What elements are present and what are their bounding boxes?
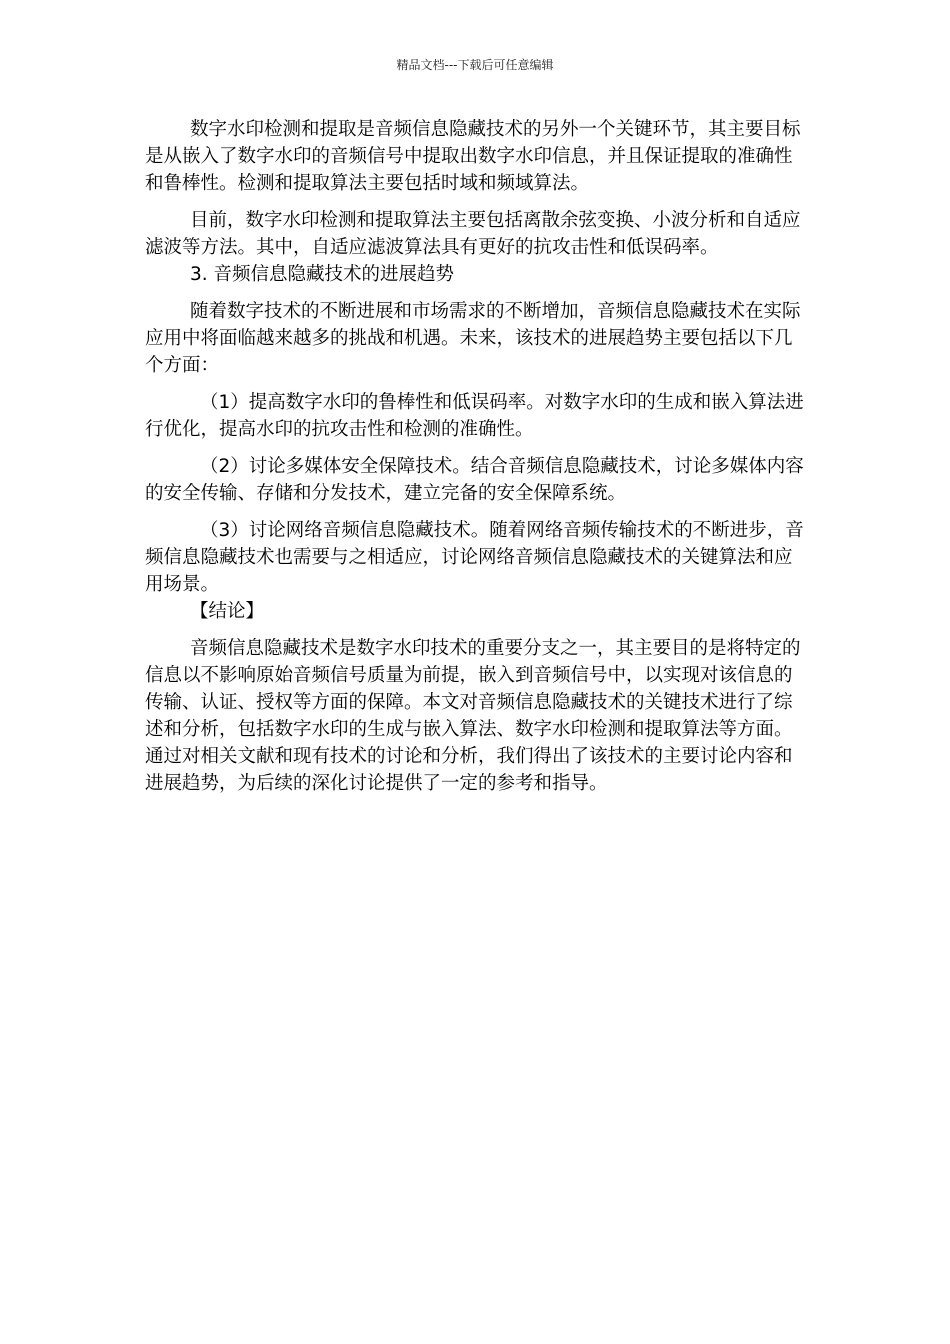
- paragraph-watermark-detection: 数字水印检测和提取是音频信息隐藏技术的另外一个关键环节，其主要目标是从嵌入了数字水印的音频信号中提取出数字水印信息，并且保证提取的准确性和鲁棒性。检测和提取算法主要包括时域和频域算法。: [145, 119, 801, 194]
- paragraph-conclusion: 音频信息隐藏技术是数字水印技术的重要分支之一，其主要目的是将特定的信息以不影响原始音频信号质量为前提，嵌入到音频信号中，以实现对该信息的传输、认证、授权等方面的保障。本文对音频信息隐藏技术的关键技术进行了综述和分析，包括数字水印的生成与嵌入算法、数字水印检测和提取算法等方面。通过对相关文献和现有技术的讨论和分析，我们得出了该技术的主要讨论内容和进展趋势，为后续的深化讨论提供了一定的参考和指导。: [145, 638, 801, 794]
- section-heading-trends: 3. 音频信息隐藏技术的进展趋势: [190, 264, 455, 285]
- list-item-2: （2）讨论多媒体安全保障技术。结合音频信息隐藏技术，讨论多媒体内容的安全传输、存储和分发技术，建立完备的安全保障系统。: [145, 456, 804, 504]
- page-header: 精品文档---下载后可任意编辑: [396, 58, 554, 72]
- conclusion-heading: 【结论】: [190, 601, 265, 622]
- list-item-3: （3）讨论网络音频信息隐藏技术。随着网络音频传输技术的不断进步，音频信息隐藏技术也需要与之相适应，讨论网络音频信息隐藏技术的关键算法和应用场景。: [145, 520, 804, 595]
- document-body: [145, 116, 810, 797]
- list-item-1: （1）提高数字水印的鲁棒性和低误码率。对数字水印的生成和嵌入算法进行优化，提高水印的抗攻击性和检测的准确性。: [145, 392, 804, 440]
- paragraph-detection-algorithms: 目前，数字水印检测和提取算法主要包括离散余弦变换、小波分析和自适应滤波等方法。其中，自适应滤波算法具有更好的抗攻击性和低误码率。: [145, 210, 801, 258]
- paragraph-trends-intro: 随着数字技术的不断进展和市场需求的不断增加，音频信息隐藏技术在实际应用中将面临越来越多的挑战和机遇。未来，该技术的进展趋势主要包括以下几个方面：: [145, 301, 801, 376]
